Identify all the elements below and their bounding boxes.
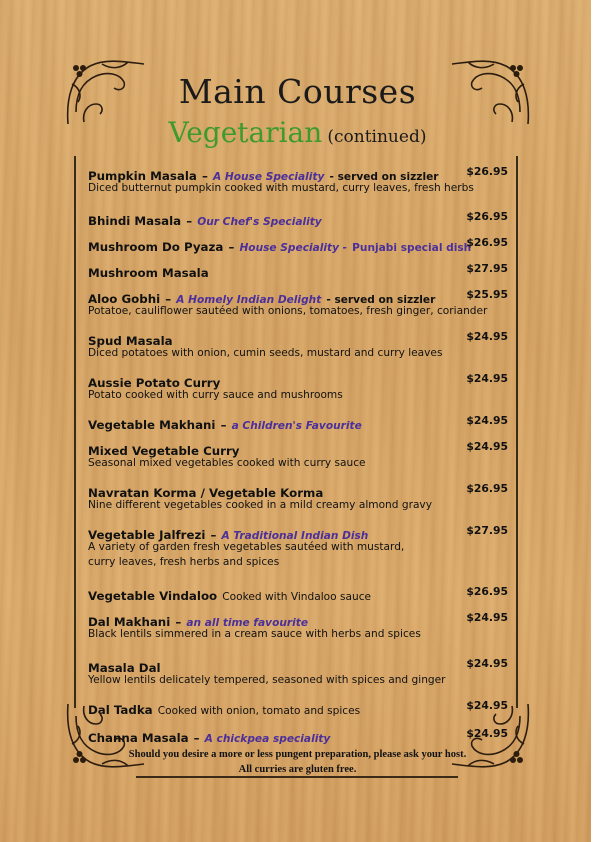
dish-tag: A Homely Indian Delight <box>176 294 322 306</box>
menu-item <box>88 262 508 278</box>
footer-note-gluten: All curries are gluten free. <box>238 764 357 775</box>
dish-price: $26.95 <box>466 165 508 178</box>
dish-description: Black lentils simmered in a cream sauce with herbs and spices <box>88 628 421 640</box>
menu-item-header <box>88 330 508 346</box>
dish-price: $27.95 <box>466 524 508 537</box>
subtitle-note: (continued) <box>327 127 427 147</box>
dish-price: $26.95 <box>466 210 508 223</box>
dish-name: Channa Masala <box>88 731 189 745</box>
menu-item-header <box>88 414 508 430</box>
dish-dash: – <box>165 292 172 306</box>
dish-description: Diced butternut pumpkin cooked with mustard, curry leaves, fresh herbs <box>88 182 474 194</box>
dish-name: Masala Dal <box>88 661 161 675</box>
menu-item <box>88 482 508 513</box>
page-title: Main Courses <box>178 72 417 111</box>
dish-dash: – <box>186 214 193 228</box>
menu-item-header <box>88 611 508 627</box>
dish-price: $24.95 <box>466 330 508 343</box>
menu-item <box>88 330 508 361</box>
dish-price: $24.95 <box>466 611 508 624</box>
menu-item <box>88 699 508 715</box>
dish-extra: Punjabi special dish <box>352 242 472 254</box>
dish-price: $26.95 <box>466 482 508 495</box>
dish-price: $24.95 <box>466 699 508 712</box>
dish-name: Vegetable Vindaloo <box>88 589 218 603</box>
dish-inline-desc: Cooked with onion, tomato and spices <box>157 705 361 717</box>
frame-line-right <box>516 156 518 708</box>
dish-dash: – <box>220 418 227 432</box>
dish-name: Aloo Gobhi <box>88 292 161 306</box>
dish-price: $24.95 <box>466 657 508 670</box>
dish-name: Aussie Potato Curry <box>88 376 221 390</box>
dish-extra: - served on sizzler <box>329 171 439 183</box>
footer-note-pungency: Should you desire a more or less pungent preparation, please ask your host. <box>128 749 467 760</box>
dish-tag: A House Speciality <box>212 171 325 183</box>
menu-item-header <box>88 440 508 456</box>
dish-inline-desc: Cooked with Vindaloo sauce <box>222 591 372 603</box>
dish-description: Diced potatoes with onion, cumin seeds, mustard and curry leaves <box>88 347 443 359</box>
menu-item <box>88 210 508 226</box>
dish-price: $26.95 <box>466 236 508 249</box>
dish-dash: – <box>201 169 208 183</box>
menu-item-header <box>88 262 508 278</box>
menu-item-header <box>88 657 508 673</box>
dish-dash: – <box>210 528 217 542</box>
dish-description: A variety of garden fresh vegetables sautéed with mustard, <box>88 541 405 553</box>
dish-price: $25.95 <box>466 288 508 301</box>
menu-item <box>88 585 508 601</box>
dish-description: Potato cooked with curry sauce and mushrooms <box>88 389 343 401</box>
menu-item-header <box>88 727 508 743</box>
dish-price: $24.95 <box>466 372 508 385</box>
menu-item-header <box>88 524 508 540</box>
dish-price: $24.95 <box>466 440 508 453</box>
menu-item <box>88 288 508 319</box>
dish-tag: A Traditional Indian Dish <box>221 530 369 542</box>
menu-item-header <box>88 236 508 252</box>
menu-item <box>88 524 508 570</box>
dish-name: Navratan Korma / Vegetable Korma <box>88 486 324 500</box>
dish-price: $24.95 <box>466 727 508 740</box>
dish-name: Dal Tadka <box>88 703 153 717</box>
dish-description: Seasonal mixed vegetables cooked with curry sauce <box>88 457 366 469</box>
menu-item-header <box>88 210 508 226</box>
dish-name: Vegetable Makhani <box>88 418 216 432</box>
menu-item-header <box>88 585 508 601</box>
menu-item <box>88 611 508 642</box>
dish-price: $26.95 <box>466 585 508 598</box>
subtitle-word: Vegetarian <box>168 116 323 149</box>
dish-description: curry leaves, fresh herbs and spices <box>88 556 280 568</box>
menu-item-header <box>88 288 508 304</box>
frame-line-bottom <box>136 776 458 778</box>
frame-line-left <box>74 156 76 708</box>
dish-tag: House Speciality - <box>239 242 348 254</box>
dish-name: Dal Makhani <box>88 615 171 629</box>
dish-dash: – <box>228 240 235 254</box>
menu-item-header <box>88 372 508 388</box>
dish-dash: – <box>193 731 200 745</box>
menu-item <box>88 236 508 252</box>
dish-tag: A chickpea speciality <box>204 733 331 745</box>
dish-dash: – <box>175 615 182 629</box>
dish-tag: an all time favourite <box>186 617 309 629</box>
menu-item <box>88 414 508 430</box>
menu-item-header <box>88 699 508 715</box>
dish-name: Mushroom Masala <box>88 266 209 280</box>
dish-description: Potatoe, cauliflower sautéed with onions, tomatoes, fresh ginger, coriander <box>88 305 488 317</box>
menu-item <box>88 657 508 688</box>
menu-item <box>88 372 508 403</box>
dish-extra: - served on sizzler <box>326 294 436 306</box>
dish-price: $27.95 <box>466 262 508 275</box>
dish-name: Mushroom Do Pyaza <box>88 240 224 254</box>
menu-item <box>88 727 508 743</box>
dish-tag: a Children's Favourite <box>231 420 362 432</box>
menu-item-header <box>88 165 508 181</box>
menu-item <box>88 440 508 471</box>
dish-name: Spud Masala <box>88 334 173 348</box>
dish-description: Yellow lentils delicately tempered, seasoned with spices and ginger <box>88 674 446 686</box>
dish-name: Mixed Vegetable Curry <box>88 444 240 458</box>
dish-tag: Our Chef's Speciality <box>197 216 322 228</box>
menu-item-header <box>88 482 508 498</box>
dish-price: $24.95 <box>466 414 508 427</box>
dish-name: Bhindi Masala <box>88 214 182 228</box>
page-subtitle <box>0 116 595 149</box>
dish-name: Vegetable Jalfrezi <box>88 528 206 542</box>
menu-item <box>88 165 508 196</box>
dish-description: Nine different vegetables cooked in a mild creamy almond gravy <box>88 499 432 511</box>
dish-name: Pumpkin Masala <box>88 169 197 183</box>
